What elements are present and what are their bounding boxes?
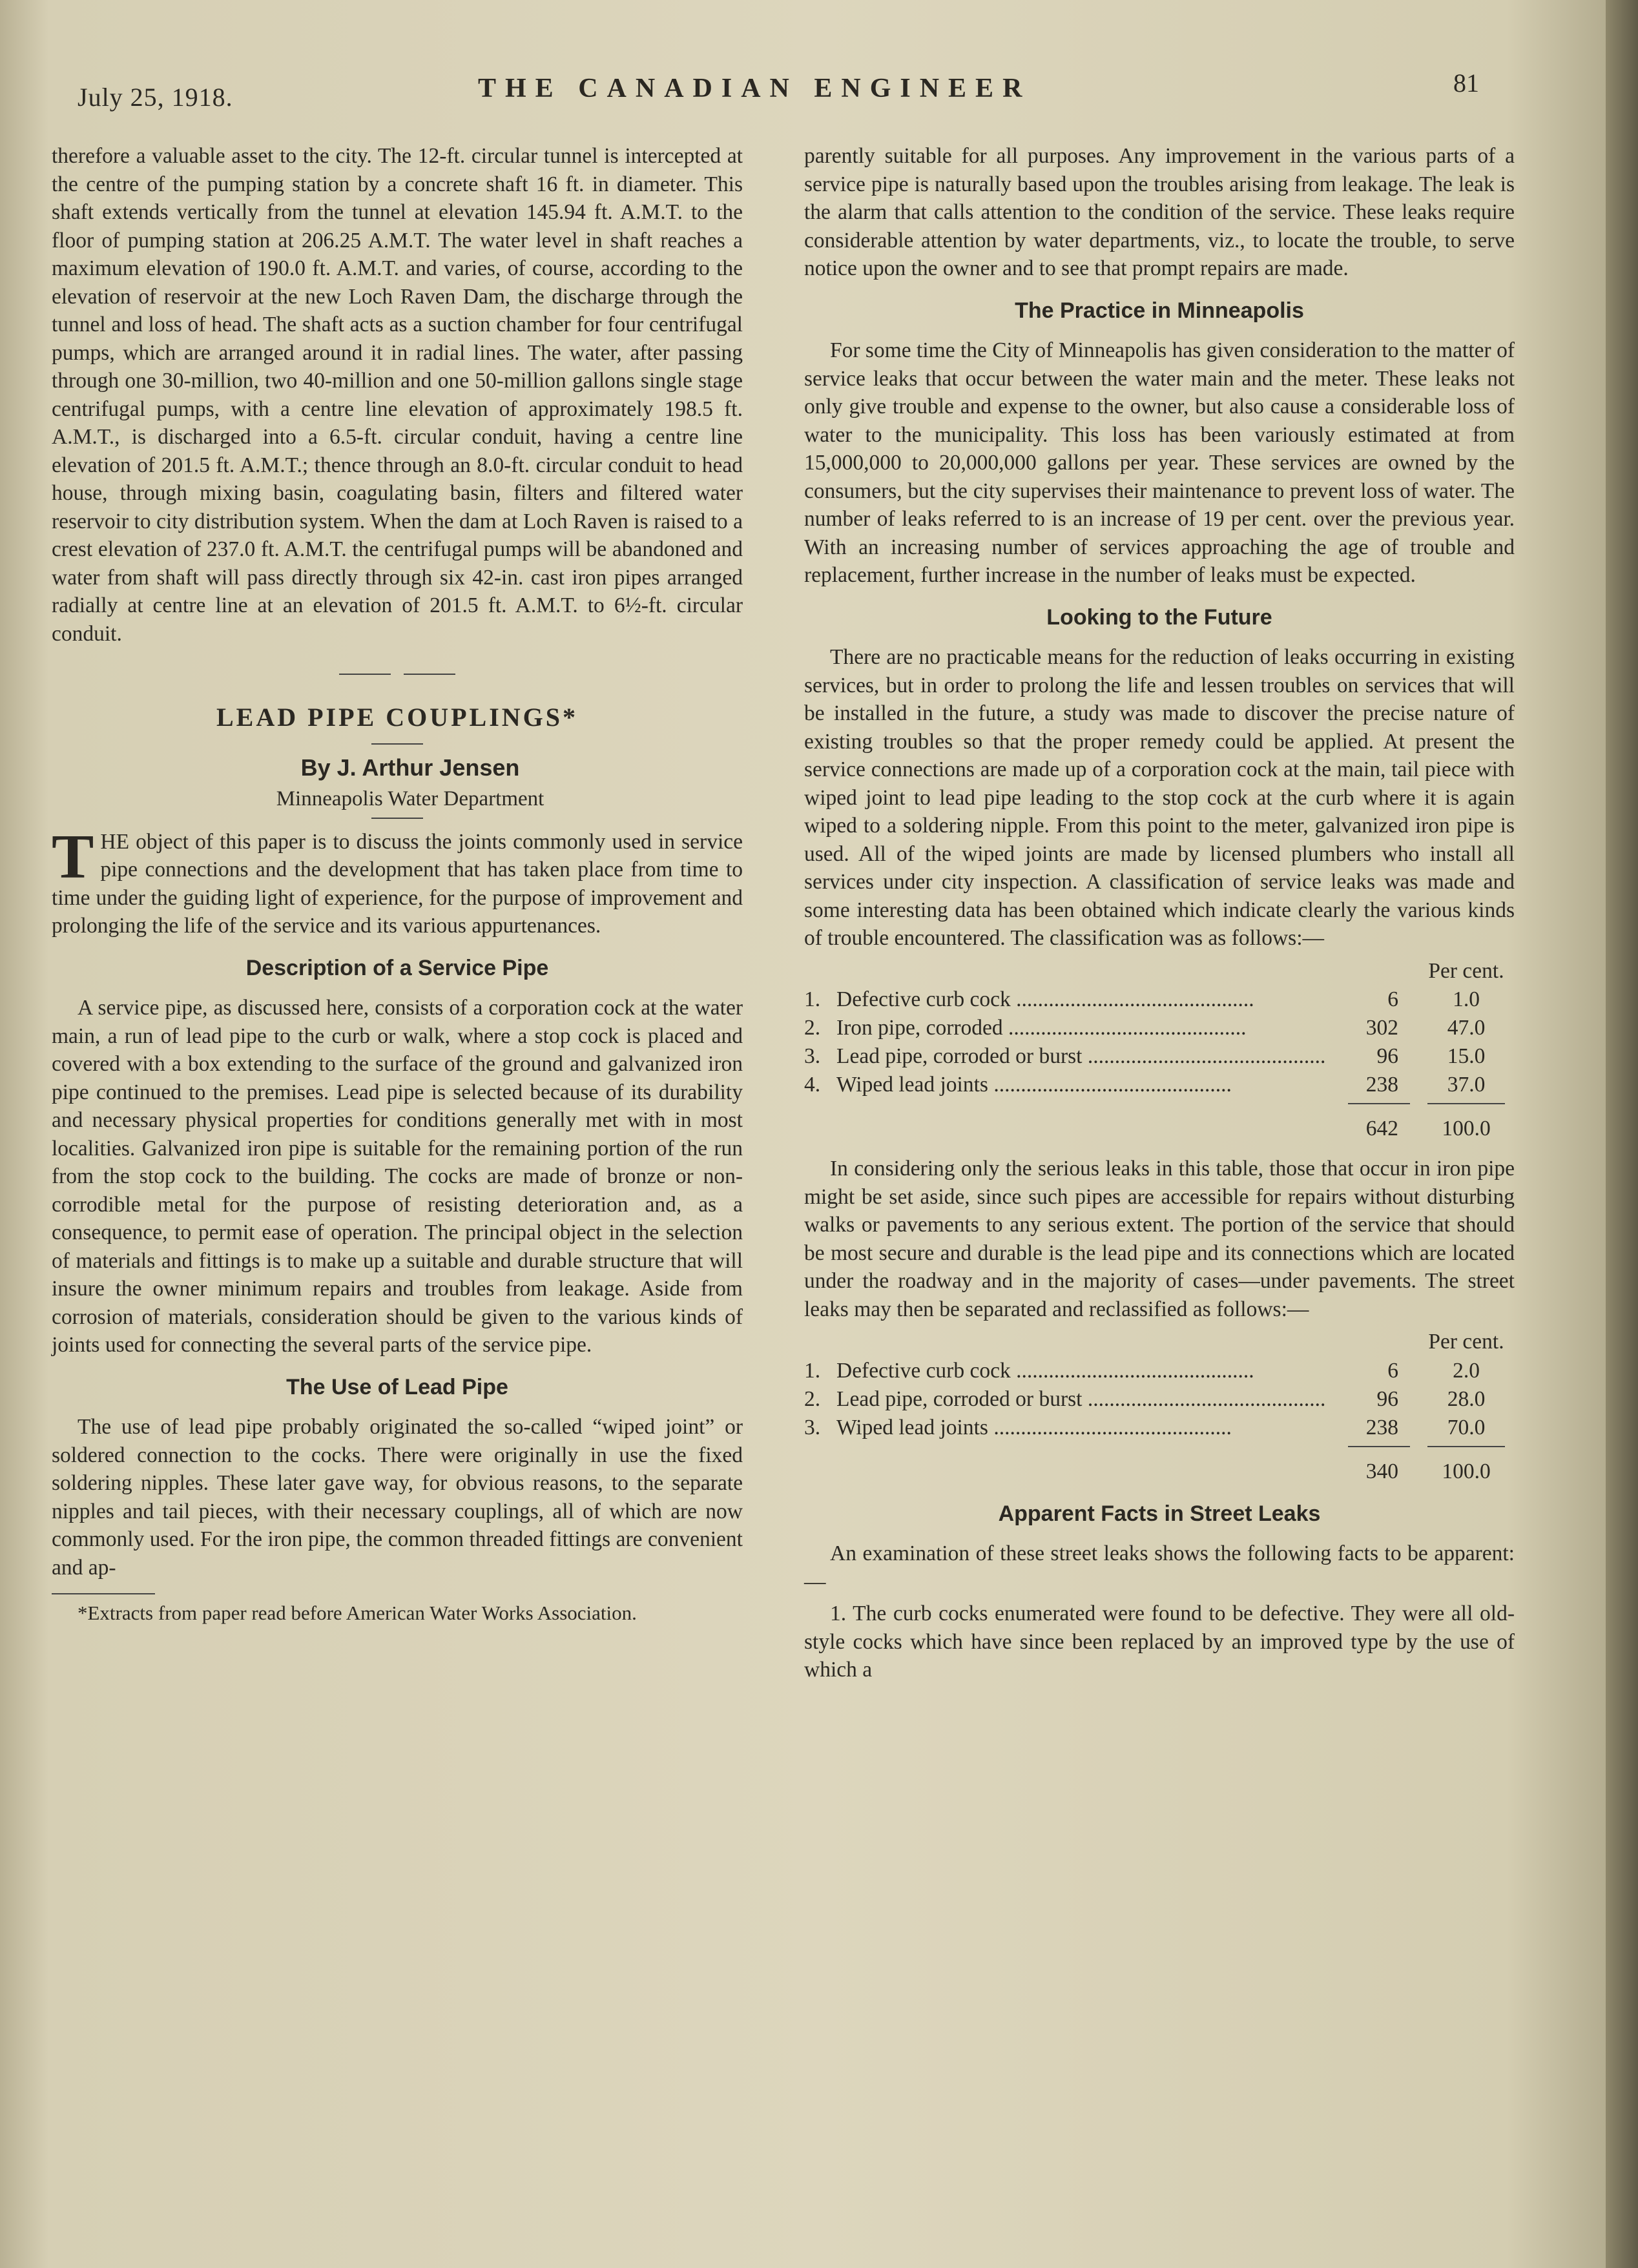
paragraph-description: A service pipe, as discussed here, consists of a corporation cock at the water main, a run of lead pipe to the curb or walk, where a stop cock is placed and covered with a box extending to the surface of the ground and galvanized iron pipe continued to the premises. Lead pipe is selected because of its durability and necessary physical properties for conditions generally met with in most localities. Galvanized iron pipe is suitable for the remaining portion of the run from the stop cock to the building. The cocks are made of bronze or non-corrodible metal for the purpose of resisting deterioration and, as a consequence, to permit ease of operation. The principal object in the selection of materials and fittings is to make up a suitable and durable structure that will insure the owner minimum repairs and troubles from leakage. Aside from corrosion of materials, consideration should be given to the various kinds of joints used for connecting the several parts of the service pipe. [52, 996, 743, 1357]
row-percent: 70.0 [1447, 1415, 1486, 1439]
table-total-row [804, 1442, 1515, 1486]
left-column [52, 142, 743, 1629]
journal-title: THE CANADIAN ENGINEER [478, 74, 1032, 103]
row-description: Wiped lead joints ..... [836, 1414, 1340, 1442]
table-total-row [804, 1099, 1515, 1143]
row-percent: 1.0 [1453, 987, 1480, 1011]
drop-cap: T [52, 821, 94, 892]
row-count: 6 [1387, 1358, 1398, 1383]
row-percent: 2.0 [1453, 1358, 1480, 1383]
row-percent: 47.0 [1447, 1016, 1486, 1040]
row-number: 3. [804, 1044, 821, 1068]
affiliation: Minneapolis Water Department [276, 787, 544, 810]
continued-paragraph-right: parently suitable for all purposes. Any improvement in the various parts of a service pipe is naturally based upon the troubles arising from leakage. The leak is the alarm that calls attention to the condition of the service. These leaks require considerable attention by water departments, viz., to locate the trouble, to serve notice upon the owner and to see that prompt repairs are made. [804, 144, 1515, 280]
section-divider [52, 674, 743, 675]
table-header-row [804, 956, 1515, 986]
section-heading-future: Looking to the Future [1046, 604, 1272, 630]
row-count: 238 [1365, 1073, 1398, 1097]
intro-text: HE object of this paper is to discuss the joints commonly used in service pipe connections and the development that has taken place from time to time under the guiding light of experience, for the purpose of improvement and prolonging the life of the service and its various appurtenances. [52, 829, 743, 938]
row-description: Lead pipe, corroded or burst ..... [836, 1042, 1340, 1071]
intro-paragraph [52, 821, 743, 940]
row-description: Iron pipe, corroded ..... [836, 1014, 1340, 1042]
row-description: Wiped lead joints ..... [836, 1071, 1340, 1099]
byline-rule [371, 818, 423, 819]
row-description: Defective curb cock ..... [836, 1357, 1340, 1385]
table-row [804, 1042, 1515, 1071]
footnote: *Extracts from paper read before American Water Works Association. [78, 1602, 637, 1624]
total-count: 642 [1340, 1099, 1418, 1143]
table-row [804, 1414, 1515, 1442]
row-count: 96 [1376, 1387, 1398, 1411]
table-row [804, 1071, 1515, 1099]
title-rule [371, 743, 423, 745]
continued-paragraph: therefore a valuable asset to the city. The 12-ft. circular tunnel is intercepted at the centre of the pumping station by a concrete shaft 16 ft. in diameter. This shaft extends vertically from the tunnel at elevation 145.94 ft. A.M.T. to the floor of pumping station at 206.25 A.M.T. The water level in shaft reaches a maximum elevation of 190.0 ft. A.M.T. and varies, of course, according to the elevation of reservoir at the new Loch Raven Dam, the discharge through the tunnel and loss of head. The shaft acts as a suction chamber for four centrifugal pumps, which are arranged around it in radial lines. The water, after passing through one 30-million, two 40-million and one 50-million gallons single stage centrifugal pumps, with a centre line elevation of approximately 198.5 ft. A.M.T., is discharged into a 6.5-ft. circular conduit, having a centre line elevation of 201.5 ft. A.M.T.; thence through an 8.0-ft. circular conduit to head house, through mixing basin, coagulating basin, filters and filtered water reservoir to city distribution system. When the dam at Loch Raven is raised to a crest elevation of 237.0 ft. A.M.T. the centrifugal pumps will be abandoned and water from shaft will pass directly through six 42-in. cast iron pipes arranged radially at centre line at an elevation of 201.5 ft. A.M.T. to 6½-ft. circular conduit. [52, 144, 743, 646]
row-description: Defective curb cock ..... [836, 985, 1340, 1014]
row-number: 3. [804, 1415, 821, 1439]
right-column [804, 142, 1515, 1688]
header-date: July 25, 1918. [78, 83, 233, 112]
paragraph-future: There are no practicable means for the reduction of leaks occurring in existing services, but in order to prolong the life and lessen troubles on services that will be installed in the future, a study was made to discover the precise nature of existing troubles so that the proper remedy could be applied. At present the service connections are made up of a corporation cock at the main, tail piece with wiped joint to lead pipe leading to the stop cock at the curb where it is again wiped to a soldering nipple. From this point to the meter, galvanized iron pipe is used. All of the wiped joints are made by licensed plumbers who install all services under city inspection. A classification of service leaks was made and some interesting data has been obtained which indicate clearly the various kinds of trouble encountered. The classification was as follows:— [804, 645, 1515, 950]
row-description: Lead pipe, corroded or burst ..... [836, 1385, 1340, 1414]
section-heading-apparent: Apparent Facts in Street Leaks [998, 1501, 1321, 1526]
table-header-row [804, 1327, 1515, 1357]
row-count: 96 [1376, 1044, 1398, 1068]
section-heading-minneapolis: The Practice in Minneapolis [1015, 298, 1304, 323]
footnote-rule [52, 1593, 155, 1594]
row-number: 1. [804, 1358, 821, 1383]
row-count: 6 [1387, 987, 1398, 1011]
total-percent: 100.0 [1418, 1099, 1515, 1143]
total-count: 340 [1340, 1442, 1418, 1486]
paragraph-considering: In considering only the serious leaks in this table, those that occur in iron pipe might be set aside, since such pipes are accessible for repairs without disturbing walks or pavements to any serious extent. The portion of the service that should be most secure and durable is the lead pipe and its connections which are located under the roadway and in the majority of cases—under pavements. The street leaks may then be separated and reclassified as follows:— [804, 1157, 1515, 1321]
byline: By J. Arthur Jensen [300, 754, 520, 781]
row-number: 2. [804, 1387, 821, 1411]
paragraph-fact-1: 1. The curb cocks enumerated were found to be defective. They were all old-style cocks which have since been replaced by an improved type by the use of which a [804, 1602, 1515, 1682]
section-heading-lead-pipe: The Use of Lead Pipe [286, 1374, 508, 1399]
paragraph-lead-pipe: The use of lead pipe probably originated the so-called “wiped joint” or soldered connection to the cocks. There were originally in use the fixed soldering nipples. These later gave way, for obvious reasons, to the separate nipples and tail pieces, with their necessary couplings, all of which are now commonly used. For the iron pipe, the common threaded fittings are convenient and ap- [52, 1415, 743, 1580]
page-binding-edge [1606, 0, 1638, 2268]
table-header-percent: Per cent. [1428, 1330, 1504, 1354]
table-row [804, 1014, 1515, 1042]
row-number: 1. [804, 987, 821, 1011]
table-row [804, 985, 1515, 1014]
table-row [804, 1385, 1515, 1414]
article-title: LEAD PIPE COUPLINGS* [216, 703, 579, 732]
page-number: 81 [1453, 68, 1479, 98]
section-heading-description: Description of a Service Pipe [245, 955, 549, 980]
total-percent: 100.0 [1418, 1442, 1515, 1486]
running-header [71, 68, 1505, 119]
paragraph-minneapolis: For some time the City of Minneapolis has given consideration to the matter of service leaks that occur between the water main and the meter. These leaks not only give trouble and expense to the owner, but also cause a considerable loss of water to the municipality. This loss has been variously estimated at from 15,000,000 to 20,000,000 gallons per year. These services are owned by the consumers, but the city supervises their maintenance to prevent loss of water. The number of leaks referred to is an increase of 19 per cent. over the previous year. With an increasing number of services approaching the age of trouble and replacement, further increase in the number of leaks must be expected. [804, 338, 1515, 587]
street-leak-table [804, 1327, 1515, 1486]
row-percent: 28.0 [1447, 1387, 1486, 1411]
row-percent: 37.0 [1447, 1073, 1486, 1097]
row-number: 2. [804, 1016, 821, 1040]
row-percent: 15.0 [1447, 1044, 1486, 1068]
row-count: 302 [1365, 1016, 1398, 1040]
paragraph-apparent: An examination of these street leaks shows the following facts to be apparent:— [804, 1541, 1515, 1594]
table-header-percent: Per cent. [1428, 958, 1504, 983]
leak-classification-table [804, 956, 1515, 1144]
table-row [804, 1357, 1515, 1385]
row-number: 4. [804, 1073, 821, 1097]
row-count: 238 [1365, 1415, 1398, 1439]
